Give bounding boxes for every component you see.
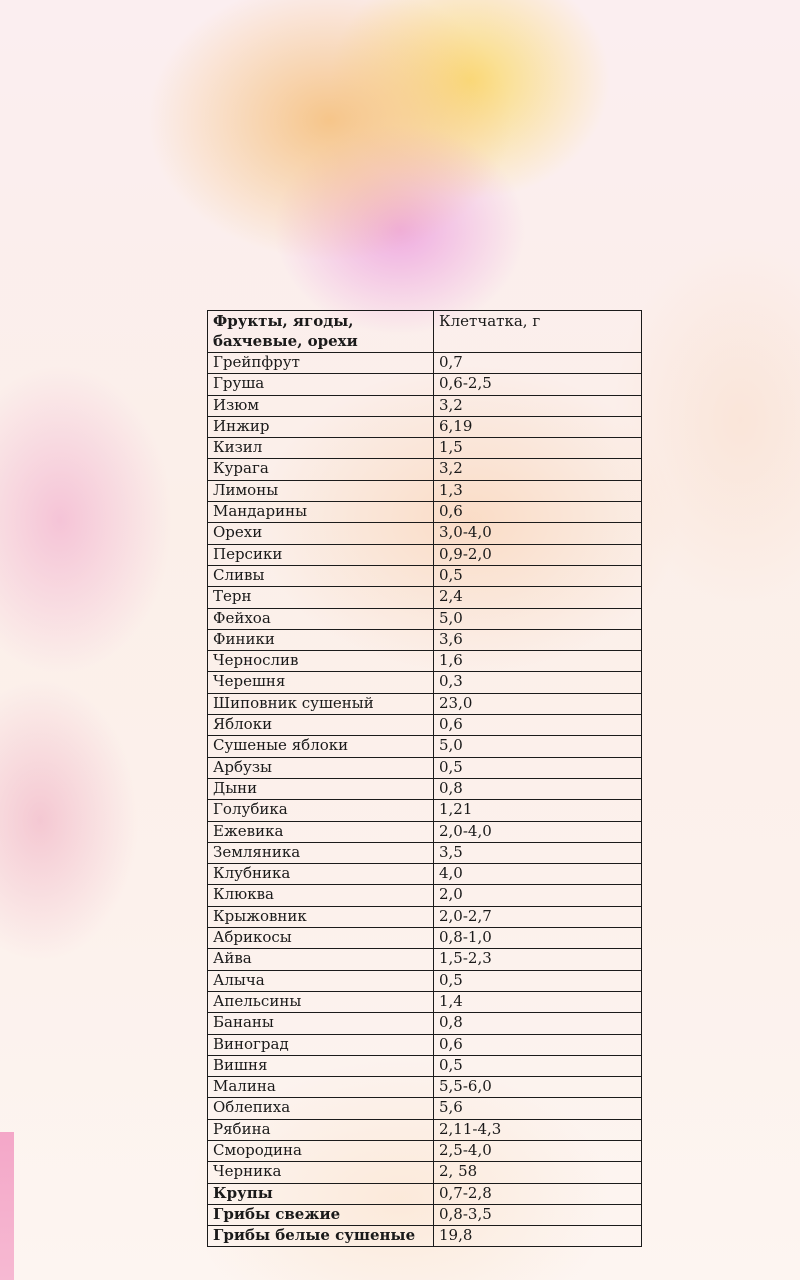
table-row	[208, 821, 642, 842]
table-row	[208, 1226, 642, 1247]
table-row	[208, 715, 642, 736]
header-name-cell: Фрукты, ягоды, бахчевые, орехи	[208, 311, 434, 353]
fiber-value-cell: 1,5	[434, 438, 642, 459]
fiber-value-cell: 1,3	[434, 480, 642, 501]
product-name-cell: Смородина	[208, 1140, 434, 1161]
fiber-value-cell: 23,0	[434, 693, 642, 714]
product-name-cell: Терн	[208, 587, 434, 608]
fiber-value-cell: 5,6	[434, 1098, 642, 1119]
fiber-value-cell: 2,0	[434, 885, 642, 906]
fiber-value-cell: 3,5	[434, 842, 642, 863]
product-name-cell: Грибы свежие	[208, 1204, 434, 1225]
product-name-cell: Крупы	[208, 1183, 434, 1204]
product-name-cell: Абрикосы	[208, 928, 434, 949]
table-row	[208, 757, 642, 778]
fiber-value-cell: 0,9-2,0	[434, 544, 642, 565]
fiber-value-cell: 1,21	[434, 800, 642, 821]
product-name-cell: Апельсины	[208, 991, 434, 1012]
product-name-cell: Сливы	[208, 565, 434, 586]
fiber-value-cell: 0,5	[434, 757, 642, 778]
fiber-content-table	[207, 310, 642, 1247]
product-name-cell: Ежевика	[208, 821, 434, 842]
fiber-value-cell: 1,6	[434, 651, 642, 672]
table-row	[208, 864, 642, 885]
product-name-cell: Фейхоа	[208, 608, 434, 629]
fiber-value-cell: 0,6	[434, 715, 642, 736]
table-row	[208, 1119, 642, 1140]
product-name-cell: Дыни	[208, 778, 434, 799]
fiber-value-cell: 3,2	[434, 395, 642, 416]
product-name-cell: Шиповник сушеный	[208, 693, 434, 714]
fiber-value-cell: 0,6	[434, 1034, 642, 1055]
fiber-value-cell: 0,5	[434, 1055, 642, 1076]
table-row	[208, 544, 642, 565]
table-row	[208, 416, 642, 437]
table-row	[208, 800, 642, 821]
table-row	[208, 906, 642, 927]
product-name-cell: Айва	[208, 949, 434, 970]
fiber-value-cell: 3,0-4,0	[434, 523, 642, 544]
product-name-cell: Клюква	[208, 885, 434, 906]
product-name-cell: Кизил	[208, 438, 434, 459]
product-name-cell: Сушеные яблоки	[208, 736, 434, 757]
product-name-cell: Черешня	[208, 672, 434, 693]
table-row	[208, 949, 642, 970]
fiber-value-cell: 5,5-6,0	[434, 1077, 642, 1098]
fiber-value-cell: 0,6	[434, 502, 642, 523]
fiber-value-cell: 5,0	[434, 608, 642, 629]
fiber-value-cell: 0,7	[434, 353, 642, 374]
fiber-value-cell: 0,8	[434, 778, 642, 799]
product-name-cell: Крыжовник	[208, 906, 434, 927]
table-row	[208, 629, 642, 650]
product-name-cell: Облепиха	[208, 1098, 434, 1119]
fiber-value-cell: 2,4	[434, 587, 642, 608]
table-row	[208, 885, 642, 906]
fiber-value-cell: 1,5-2,3	[434, 949, 642, 970]
table-row	[208, 991, 642, 1012]
fiber-value-cell: 0,5	[434, 565, 642, 586]
table-row	[208, 353, 642, 374]
fiber-value-cell: 2,0-4,0	[434, 821, 642, 842]
fiber-value-cell: 0,8	[434, 1013, 642, 1034]
table-row	[208, 1098, 642, 1119]
table-row	[208, 1162, 642, 1183]
table-row	[208, 587, 642, 608]
decorative-pink-strip	[0, 1132, 14, 1280]
product-name-cell: Орехи	[208, 523, 434, 544]
product-name-cell: Финики	[208, 629, 434, 650]
fiber-value-cell: 3,2	[434, 459, 642, 480]
table-row	[208, 1183, 642, 1204]
table-row	[208, 778, 642, 799]
product-name-cell: Вишня	[208, 1055, 434, 1076]
fiber-value-cell: 0,6-2,5	[434, 374, 642, 395]
fiber-value-cell: 2,0-2,7	[434, 906, 642, 927]
table-row	[208, 1204, 642, 1225]
table-row	[208, 1140, 642, 1161]
table-row	[208, 928, 642, 949]
product-name-cell: Изюм	[208, 395, 434, 416]
fiber-value-cell: 19,8	[434, 1226, 642, 1247]
table-row	[208, 651, 642, 672]
product-name-cell: Лимоны	[208, 480, 434, 501]
table-row	[208, 970, 642, 991]
table-row	[208, 523, 642, 544]
table-row	[208, 842, 642, 863]
table-row	[208, 693, 642, 714]
product-name-cell: Голубика	[208, 800, 434, 821]
product-name-cell: Земляника	[208, 842, 434, 863]
product-name-cell: Черника	[208, 1162, 434, 1183]
product-name-cell: Рябина	[208, 1119, 434, 1140]
fiber-value-cell: 0,8-3,5	[434, 1204, 642, 1225]
product-name-cell: Мандарины	[208, 502, 434, 523]
product-name-cell: Виноград	[208, 1034, 434, 1055]
fiber-value-cell: 3,6	[434, 629, 642, 650]
fiber-value-cell: 0,8-1,0	[434, 928, 642, 949]
table-row	[208, 438, 642, 459]
table-row	[208, 502, 642, 523]
table-row	[208, 374, 642, 395]
fiber-value-cell: 1,4	[434, 991, 642, 1012]
fiber-value-cell: 0,7-2,8	[434, 1183, 642, 1204]
fiber-value-cell: 0,5	[434, 970, 642, 991]
table-row	[208, 1077, 642, 1098]
product-name-cell: Малина	[208, 1077, 434, 1098]
fiber-value-cell: 2, 58	[434, 1162, 642, 1183]
table-row	[208, 480, 642, 501]
fiber-value-cell: 6,19	[434, 416, 642, 437]
product-name-cell: Арбузы	[208, 757, 434, 778]
fiber-value-cell: 0,3	[434, 672, 642, 693]
product-name-cell: Грибы белые сушеные	[208, 1226, 434, 1247]
product-name-cell: Курага	[208, 459, 434, 480]
product-name-cell: Груша	[208, 374, 434, 395]
table-row	[208, 395, 642, 416]
product-name-cell: Клубника	[208, 864, 434, 885]
product-name-cell: Персики	[208, 544, 434, 565]
fiber-value-cell: 2,5-4,0	[434, 1140, 642, 1161]
table-row	[208, 459, 642, 480]
table-row	[208, 672, 642, 693]
table-row	[208, 608, 642, 629]
product-name-cell: Бананы	[208, 1013, 434, 1034]
table-row	[208, 1055, 642, 1076]
product-name-cell: Инжир	[208, 416, 434, 437]
fiber-value-cell: 5,0	[434, 736, 642, 757]
fiber-value-cell: 4,0	[434, 864, 642, 885]
table-row	[208, 1013, 642, 1034]
product-name-cell: Чернослив	[208, 651, 434, 672]
table-row	[208, 1034, 642, 1055]
fiber-value-cell: 2,11-4,3	[434, 1119, 642, 1140]
table-row	[208, 565, 642, 586]
product-name-cell: Алыча	[208, 970, 434, 991]
table-header-row	[208, 311, 642, 353]
product-name-cell: Яблоки	[208, 715, 434, 736]
table-row	[208, 736, 642, 757]
header-value-cell: Клетчатка, г	[434, 311, 642, 353]
product-name-cell: Грейпфрут	[208, 353, 434, 374]
